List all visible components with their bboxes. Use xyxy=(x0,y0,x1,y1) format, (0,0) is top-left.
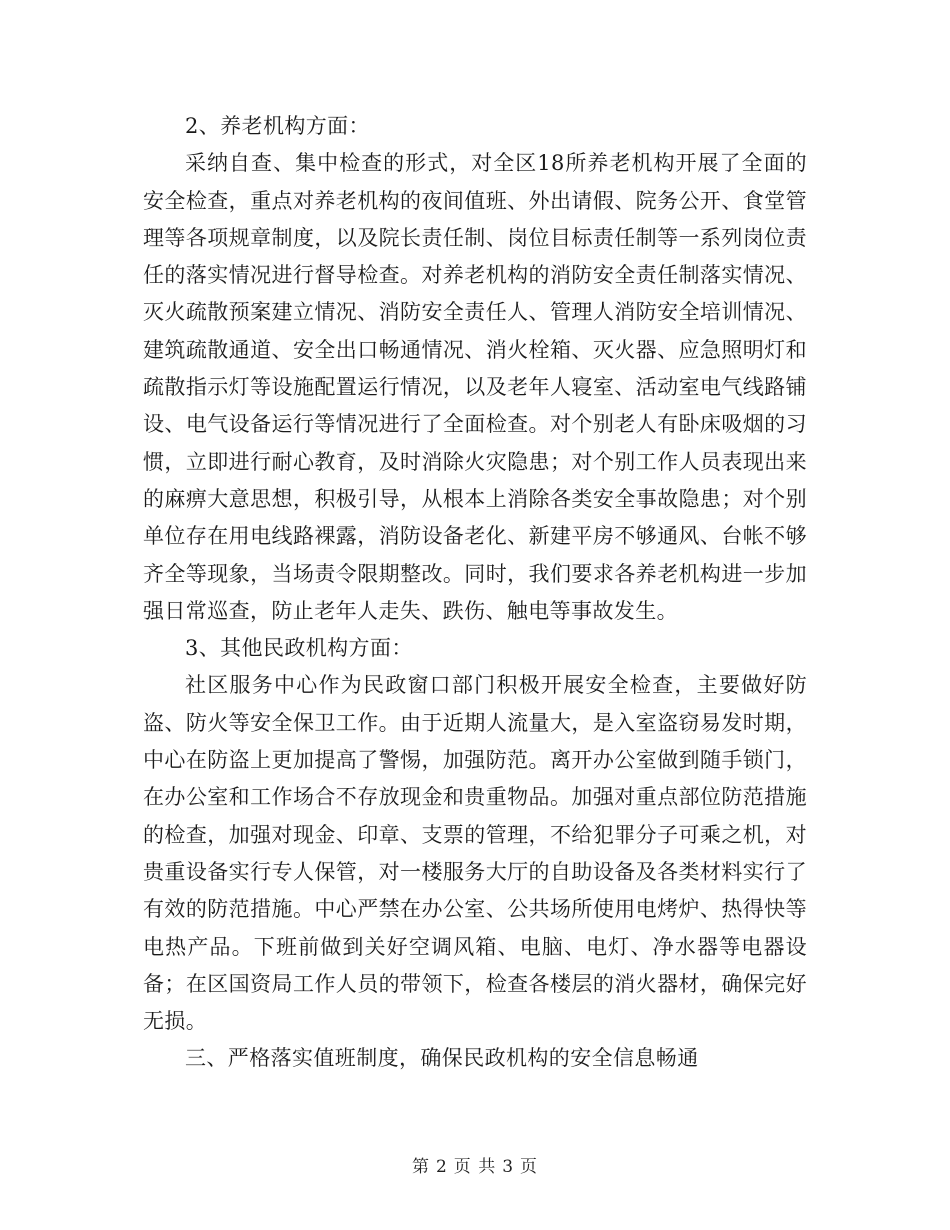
footer-prefix: 第 xyxy=(411,1157,430,1177)
section-2-paragraph: 采纳自查、集中检查的形式，对全区18所养老机构开展了全面的安全检查，重点对养老机构的夜间值班、外出请假、院务公开、食堂管理等各项规章制度，以及院长责任制、岗位目标责任制等一系列岗位责任的落实情况进行督导检查。对养老机构的消防安全责任制落实情况、灭火疏散预案建立情况、消防安全责任人、管理人消防安全培训情况、建筑疏散通道、安全出口畅通情况、消火栓箱、灭火器、应急照明灯和疏散指示灯等设施配置运行情况，以及老年人寝室、活动室电气线路铺设、电气设备运行等情况进行了全面检查。对个别老人有卧床吸烟的习惯，立即进行耐心教育，及时消除火灾隐患；对个别工作人员表现出来的麻痹大意思想，积极引导，从根本上消除各类安全事故隐患；对个别单位存在用电线路裸露，消防设备老化、新建平房不够通风、台帐不够齐全等现象，当场责令限期整改。同时，我们要求各养老机构进一步加强日常巡查，防止老年人走失、跌伤、触电等事故发生。 xyxy=(143,151,807,623)
page-footer xyxy=(0,1152,950,1177)
section-2-heading: 2、养老机构方面： xyxy=(185,114,370,138)
section-3-heading: 3、其他民政机构方面： xyxy=(185,636,413,661)
footer-total-pages: 3 xyxy=(502,1157,515,1177)
section-III-heading: 三、严格落实值班制度，确保民政机构的安全信息畅通 xyxy=(185,1046,699,1071)
section-3-paragraph: 社区服务中心作为民政窗口部门积极开展安全检查，主要做好防盗、防火等安全保卫工作。由于近期人流量大，是入室盗窃易发时期，中心在防盗上更加提高了警惕，加强防范。离开办公室做到随手锁门，在办公室和工作场合不存放现金和贵重物品。加强对重点部位防范措施的检查，加强对现金、印章、支票的管理，不给犯罪分子可乘之机，对贵重设备实行专人保管，对一楼服务大厅的自助设备及各类材料实行了有效的防范措施。中心严禁在办公室、公共场所使用电烤炉、热得快等电热产品。下班前做到关好空调风箱、电脑、电灯、净水器等电器设备；在区国资局工作人员的带领下，检查各楼层的消火器材，确保完好无损。 xyxy=(143,673,807,1034)
document-body xyxy=(143,108,807,1078)
footer-suffix: 页 xyxy=(520,1157,539,1177)
footer-middle: 页 共 xyxy=(453,1157,497,1177)
footer-current-page: 2 xyxy=(435,1157,448,1177)
